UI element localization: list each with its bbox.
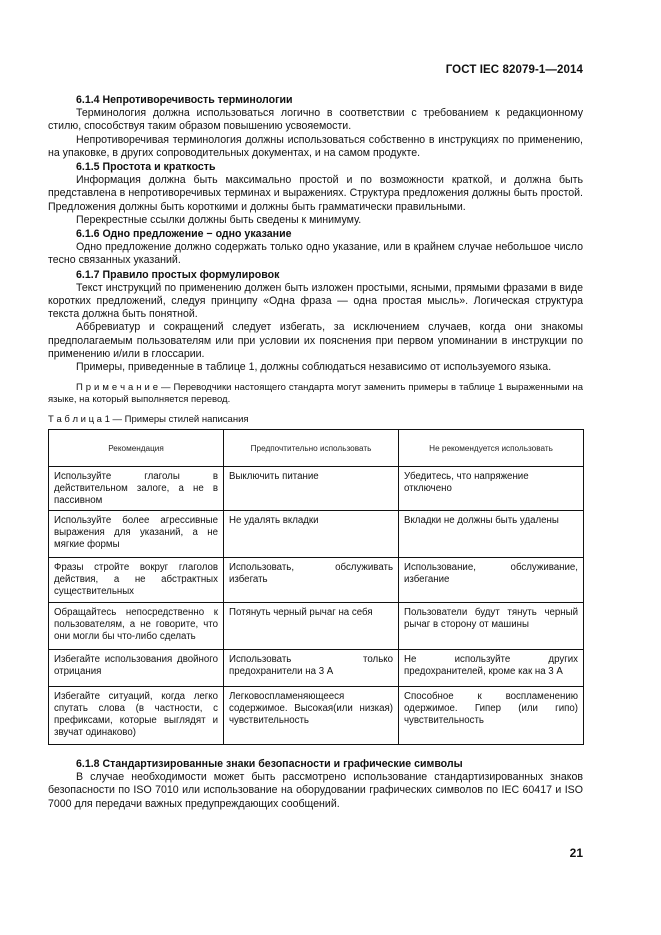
section-heading-6-1-8: 6.1.8 Стандартизированные знаки безопасности и графические символы [76, 758, 463, 770]
table-cell: Избегайте ситуаций, когда легко спутать слова (в частности, с префиксами, которые выглядят и звучат одинаково) [49, 687, 224, 745]
table-cell: Избегайте использования двойного отрицания [49, 650, 224, 687]
note-text: — Переводчики настоящего стандарта могут заменить примеры в таблице 1 выраженными на языке, на который выполняется перевод. [48, 382, 584, 406]
section-heading-6-1-6: 6.1.6 Одно предложение − одно указание [76, 228, 292, 241]
table-cell: Использование, обслуживание, избегание [399, 558, 584, 603]
section-heading-6-1-7: 6.1.7 Правило простых формулировок [76, 268, 280, 281]
paragraph: Текст инструкций по применению должен быть изложен простыми, ясными, прямыми фразами в виде коротких предложений, следуя принципу «Одна фраза — одна простая мысль». Логическая структура текста должна быть понятной. [48, 281, 583, 321]
table-header-row [49, 430, 584, 467]
table-cell: Не удалять вкладки [224, 511, 399, 558]
table-cell: Способное к воспламенению одержимое. Гипер (или гипо) чувствительность [399, 687, 584, 745]
table-cell: Выключить питание [224, 467, 399, 511]
note [48, 382, 583, 406]
table-cell: Не используйте других предохранителей, кроме как на 3 А [399, 650, 584, 687]
table-row [49, 511, 584, 558]
paragraph: Перекрестные ссылки должны быть сведены к минимуму. [76, 213, 362, 226]
examples-table [48, 429, 584, 745]
section-heading-6-1-5: 6.1.5 Простота и краткость [76, 161, 216, 174]
table-header-cell: Предпочтительно использовать [224, 430, 399, 467]
document-body [48, 93, 583, 426]
table-cell: Потянуть черный рычаг на себя [224, 603, 399, 650]
page-number: 21 [569, 846, 583, 860]
table-header-cell: Рекомендация [49, 430, 224, 467]
table-row [49, 687, 584, 745]
table-caption [48, 413, 583, 426]
table-cell: Убедитесь, что напряжение отключено [399, 467, 584, 511]
paragraph: Аббревиатур и сокращений следует избегать, за исключением случаев, когда они знакомы предполагаемым пользователям или при условии их пояснения при первом упоминании в инструкции по применению и/или в глоссарии. [48, 321, 583, 360]
table-cell: Используйте глаголы в действительном залоге, а не в пассивном [49, 467, 224, 511]
document-id-header: ГОСТ IEC 82079-1—2014 [445, 64, 583, 76]
table-caption-label: Т а б л и ц а [48, 414, 102, 426]
table-cell: Пользователи будут тянуть черный рычаг в сторону от машины [399, 603, 584, 650]
table-row [49, 558, 584, 603]
note-label: П р и м е ч а н и е [76, 382, 159, 394]
table-cell: Вкладки не должны быть удалены [399, 511, 584, 558]
section-heading-6-1-4: 6.1.4 Непротиворечивость терминологии [76, 94, 293, 106]
table-row [49, 650, 584, 687]
paragraph: Примеры, приведенные в таблице 1, должны соблюдаться независимо от используемого языка. [76, 361, 552, 374]
table-cell: Использовать только предохранители на 3 А [224, 650, 399, 687]
table-cell: Использовать, обслуживать избегать [224, 558, 399, 603]
paragraph: Информация должна быть максимально простой и по возможности краткой, и должна быть представлена в непротиворечивых терминах и выражениях. Структура предложения должны быть простой. Предложения должны быть короткими и должны быть грамматически правильными. [48, 174, 583, 213]
paragraph: Непротиворечивая терминология должны использоваться собственно в инструкциях по применению, на упаковке, в других сопроводительных документах, и на самом продукте. [48, 133, 583, 159]
paragraph: В случае необходимости может быть рассмотрено использование стандартизированных знаков безопасности по ISO 7010 или использование на оборудовании графических символов по IEC 60417 и ISO 7000 для передачи важных предупреждающих сообщений. [48, 771, 583, 810]
paragraph: Терминология должна использоваться логично в соответствии с требованием к редакционному стилю, способствуя таким образом повышению усвояемости. [48, 107, 583, 133]
table-cell: Используйте более агрессивные выражения для указаний, а не мягкие формы [49, 511, 224, 558]
table-cell: Обращайтесь непосредственно к пользователям, а не говорите, что они могли бы что-либо сделать [49, 603, 224, 650]
table-row [49, 467, 584, 511]
table-caption-text: 1 — Примеры стилей написания [101, 414, 249, 426]
paragraph: Одно предложение должно содержать только одно указание, или в крайнем случае небольшое число тесно связанных указаний. [48, 241, 583, 267]
table-header-cell: Не рекомендуется использовать [399, 430, 584, 467]
table-cell: Фразы стройте вокруг глаголов действия, а не абстрактных существительных [49, 558, 224, 603]
table-row [49, 603, 584, 650]
table-cell: Легковоспламеняющееся содержимое. Высокая(или низкая) чувствительность [224, 687, 399, 745]
section-6-1-8 [48, 757, 583, 811]
